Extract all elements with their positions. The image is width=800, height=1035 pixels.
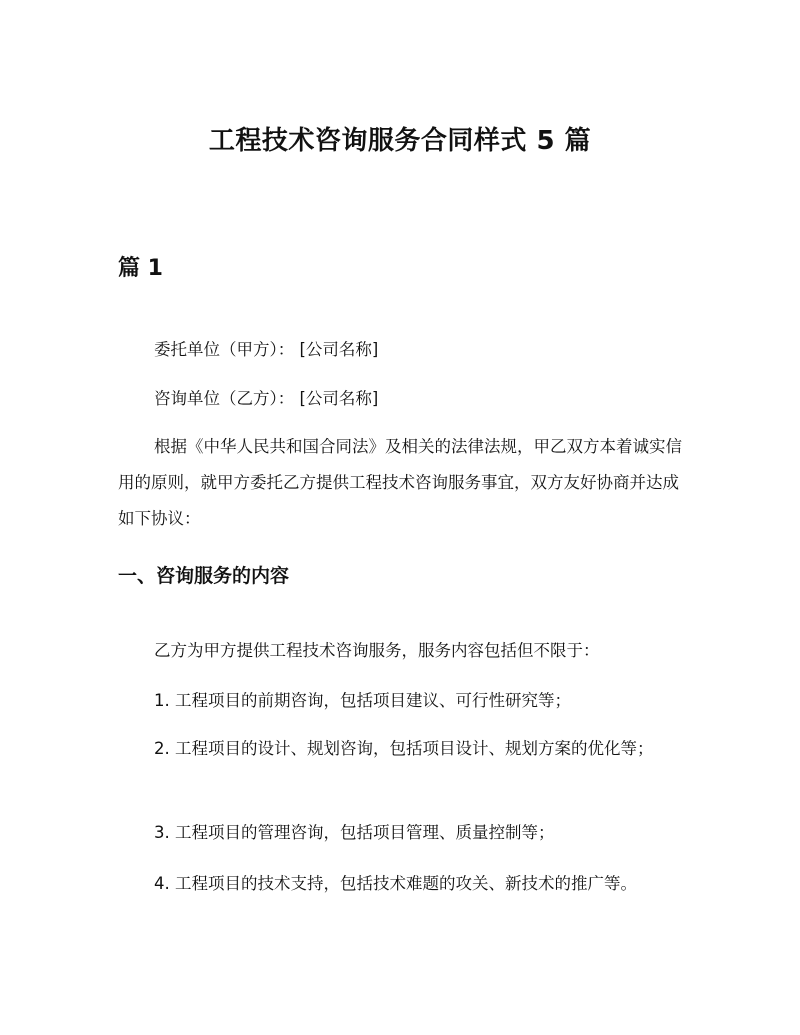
list-item: 1. 工程项目的前期咨询，包括项目建议、可行性研究等；	[154, 691, 571, 710]
party-a-line: 委托单位（甲方）： [公司名称]	[154, 340, 379, 359]
party-b-line: 咨询单位（乙方）： [公司名称]	[154, 389, 379, 408]
intro-paragraph: 根据《中华人民共和国合同法》及相关的法律法规，甲乙双方本着诚实信用的原则，就甲方委托乙方提供工程技术咨询服务事宜，双方友好协商并达成如下协议：	[118, 437, 682, 528]
list-item: 2. 工程项目的设计、规划咨询，包括项目设计、规划方案的优化等；	[154, 739, 654, 758]
list-item: 3. 工程项目的管理咨询，包括项目管理、质量控制等；	[154, 823, 555, 842]
document-title: 工程技术咨询服务合同样式 5 篇	[208, 126, 592, 156]
section-heading: 一、咨询服务的内容	[118, 565, 290, 587]
service-intro-paragraph: 乙方为甲方提供工程技术咨询服务，服务内容包括但不限于：	[154, 641, 600, 660]
part-heading: 篇 1	[118, 256, 163, 281]
list-item: 4. 工程项目的技术支持，包括技术难题的攻关、新技术的推广等。	[154, 874, 637, 893]
